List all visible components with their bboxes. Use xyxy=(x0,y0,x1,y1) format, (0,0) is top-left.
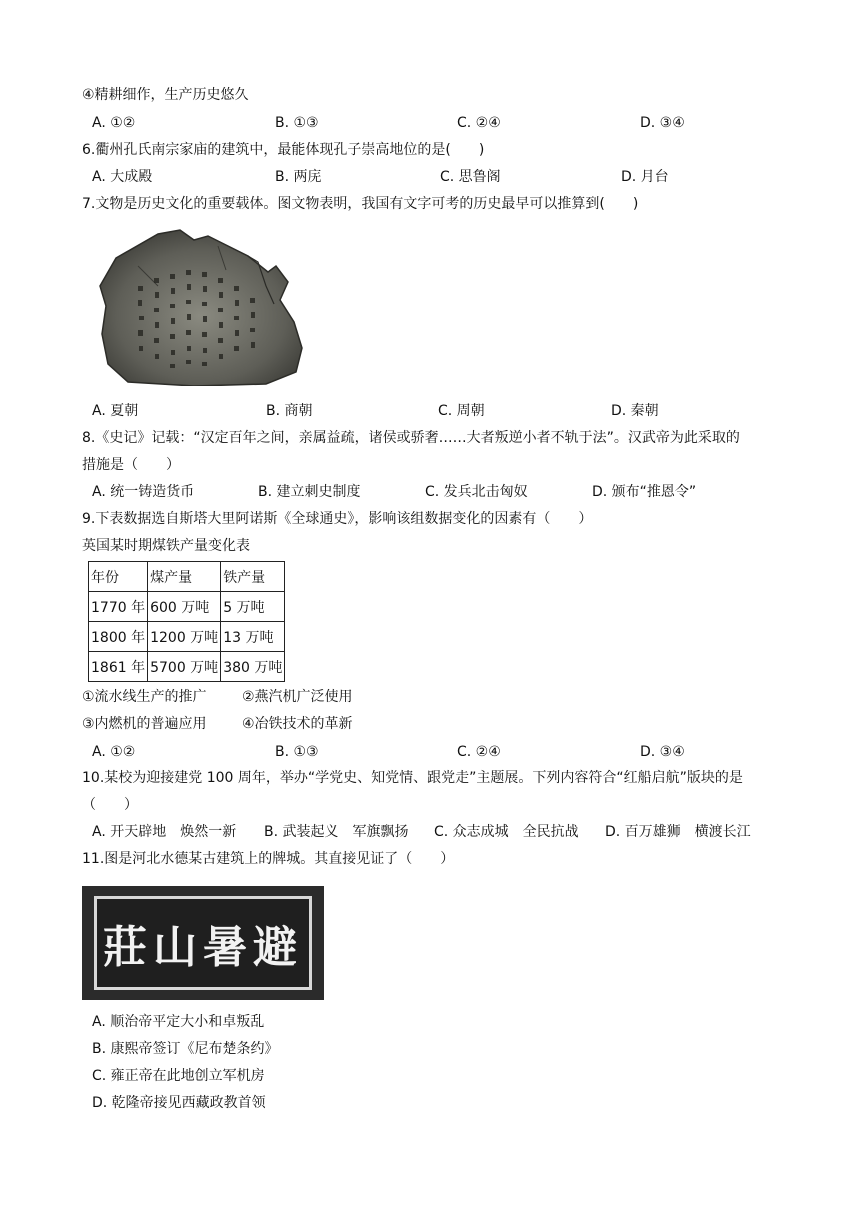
q10-stem-line2: （ ） xyxy=(82,797,138,813)
plaque-image xyxy=(82,886,324,1000)
q11-option-c: C. 雍正帝在此地创立军机房 xyxy=(92,1068,265,1084)
q6-stem: 6.衢州孔氏南宗家庙的建筑中，最能体现孔子崇高地位的是( ) xyxy=(82,142,485,158)
q9-option-a: A. ①② xyxy=(92,744,136,760)
q7-option-a: A. 夏朝 xyxy=(92,403,139,419)
coal-iron-table xyxy=(88,561,285,682)
oracle-bone-image xyxy=(98,226,304,386)
q5-option-a: A. ①② xyxy=(92,115,136,131)
table-cell: 1861 年 xyxy=(89,652,148,682)
q7-option-c: C. 周朝 xyxy=(438,403,485,419)
table-row xyxy=(89,622,285,652)
q5-option-d: D. ③④ xyxy=(640,115,685,131)
q8-option-d: D. 颁布“推恩令” xyxy=(592,484,697,500)
q9-option-c: C. ②④ xyxy=(457,744,501,760)
q10-option-b: B. 武装起义 军旗飘扬 xyxy=(264,824,409,840)
q8-stem-line2: 措施是（ ） xyxy=(82,457,180,473)
q7-stem: 7.文物是历史文化的重要载体。图文物表明，我国有文字可考的历史最早可以推算到( ) xyxy=(82,196,639,212)
q9-statement-4: ④冶铁技术的革新 xyxy=(242,716,353,732)
table-header-cell: 煤产量 xyxy=(148,562,221,592)
q8-option-b: B. 建立刺史制度 xyxy=(258,484,361,500)
q8-stem-line1: 8.《史记》记载：“汉定百年之间，亲属益疏，诸侯或骄奢……大者叛逆小者不轨于法”。汉武帝为此采取的 xyxy=(82,430,740,446)
q10-option-c: C. 众志成城 全民抗战 xyxy=(434,824,579,840)
table-cell: 5 万吨 xyxy=(221,592,285,622)
q8-option-c: C. 发兵北击匈奴 xyxy=(425,484,528,500)
table-cell: 380 万吨 xyxy=(221,652,285,682)
table-header-cell: 年份 xyxy=(89,562,148,592)
q7-option-d: D. 秦朝 xyxy=(611,403,659,419)
table-cell: 1770 年 xyxy=(89,592,148,622)
table-header-row xyxy=(89,562,285,592)
table-row xyxy=(89,652,285,682)
q5-statement-4: ④精耕细作，生产历史悠久 xyxy=(82,87,249,103)
plaque-text: 避暑山莊 xyxy=(103,922,303,973)
q11-option-b: B. 康熙帝签订《尼布楚条约》 xyxy=(92,1041,279,1057)
q10-option-a: A. 开天辟地 焕然一新 xyxy=(92,824,237,840)
table-row xyxy=(89,592,285,622)
q6-option-b: B. 两庑 xyxy=(275,169,322,185)
q9-statement-3: ③内燃机的普遍应用 xyxy=(82,716,207,732)
table-cell: 1200 万吨 xyxy=(148,622,221,652)
table-cell: 600 万吨 xyxy=(148,592,221,622)
q9-table-title: 英国某时期煤铁产量变化表 xyxy=(82,538,250,554)
q9-statement-1: ①流水线生产的推广 xyxy=(82,689,207,705)
q6-option-c: C. 思鲁阁 xyxy=(440,169,501,185)
q10-option-d: D. 百万雄狮 横渡长江 xyxy=(605,824,751,840)
table-cell: 5700 万吨 xyxy=(148,652,221,682)
q9-option-b: B. ①③ xyxy=(275,744,319,760)
q9-option-d: D. ③④ xyxy=(640,744,685,760)
q5-option-b: B. ①③ xyxy=(275,115,319,131)
q7-option-b: B. 商朝 xyxy=(266,403,313,419)
q8-option-a: A. 统一铸造货币 xyxy=(92,484,195,500)
q5-option-c: C. ②④ xyxy=(457,115,501,131)
q11-stem: 11.图是河北水德某古建筑上的牌城。其直接见证了（ ） xyxy=(82,851,455,867)
q9-stem: 9.下表数据选自斯塔大里阿诺斯《全球通史》，影响该组数据变化的因素有（ ） xyxy=(82,511,593,527)
q9-statement-2: ②燕汽机广泛使用 xyxy=(242,689,353,705)
q10-stem-line1: 10.某校为迎接建党 100 周年，举办“学党史、知党情、跟党走”主题展。下列内容符合“红船启航”版块的是 xyxy=(82,770,743,786)
q11-option-a: A. 顺治帝平定大小和卓叛乱 xyxy=(92,1014,265,1030)
q6-option-d: D. 月台 xyxy=(621,169,669,185)
q6-option-a: A. 大成殿 xyxy=(92,169,153,185)
table-cell: 13 万吨 xyxy=(221,622,285,652)
table-header-cell: 铁产量 xyxy=(221,562,285,592)
q11-option-d: D. 乾隆帝接见西藏政教首领 xyxy=(92,1095,266,1111)
table-cell: 1800 年 xyxy=(89,622,148,652)
